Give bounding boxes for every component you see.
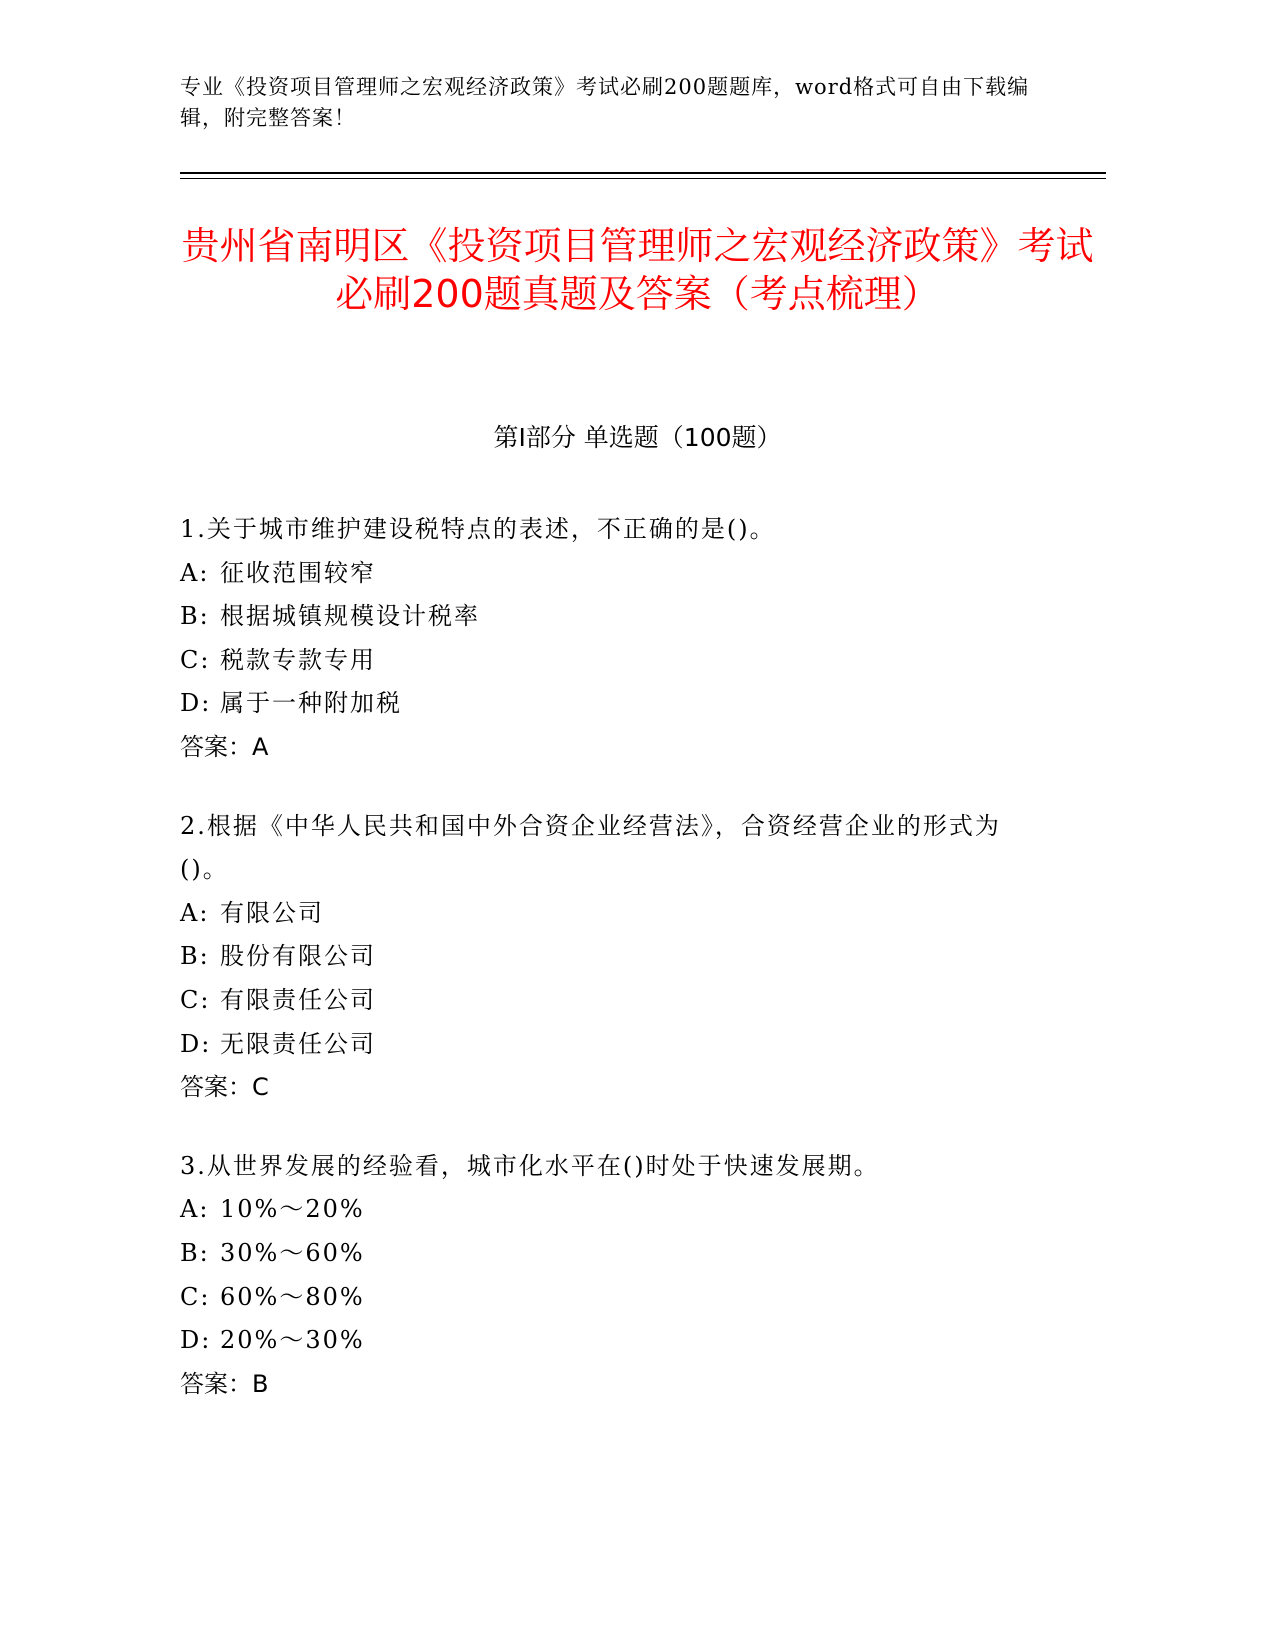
question-1: [180, 508, 1040, 770]
option-key: A:: [180, 898, 210, 927]
option-key: D:: [180, 1326, 212, 1355]
option-key: C:: [180, 1282, 211, 1311]
header-rule-thin: [180, 178, 1106, 179]
question-stem: 1.关于城市维护建设税特点的表述，不正确的是()。: [180, 515, 776, 543]
header-rule-thick: [180, 172, 1106, 174]
option-a: [180, 892, 1040, 936]
option-c: [180, 979, 1040, 1023]
option-c: [180, 1276, 1040, 1320]
question-2: [180, 805, 1040, 1110]
option-a: [180, 1188, 1040, 1232]
option-key: B:: [180, 942, 210, 971]
question-stem: 2.根据《中华人民共和国中外合资企业经营法》，合资经营企业的形式为()。: [180, 811, 1001, 884]
option-d: [180, 682, 1040, 726]
question-list: [180, 508, 1040, 1441]
option-text: 20%～30%: [220, 1326, 365, 1355]
option-text: 有限公司: [220, 898, 324, 927]
option-text: 60%～80%: [220, 1282, 365, 1311]
question-3: [180, 1145, 1040, 1407]
option-text: 股份有限公司: [220, 942, 376, 971]
option-b: [180, 1232, 1040, 1276]
option-text: 有限责任公司: [220, 985, 376, 1014]
option-text: 30%～60%: [220, 1238, 365, 1267]
option-key: C:: [180, 645, 211, 674]
option-b: [180, 935, 1040, 979]
option-text: 10%～20%: [220, 1195, 365, 1224]
option-b: [180, 595, 1040, 639]
header-note: 专业《投资项目管理师之宏观经济政策》考试必刷200题题库，word格式可自由下载编辑，附完整答案！: [180, 75, 1030, 130]
option-key: B:: [180, 1238, 210, 1267]
question-stem: 3.从世界发展的经验看，城市化水平在()时处于快速发展期。: [180, 1151, 880, 1180]
document-title: 贵州省南明区《投资项目管理师之宏观经济政策》考试必刷200题真题及答案（考点梳理）: [181, 224, 1094, 316]
option-text: 税款专款专用: [220, 645, 376, 674]
option-key: D:: [180, 1029, 212, 1058]
option-key: A:: [180, 558, 210, 587]
option-key: B:: [180, 602, 210, 631]
answer: 答案：B: [180, 1369, 269, 1398]
section-title: 第I部分 单选题（100题）: [493, 423, 782, 452]
option-text: 属于一种附加税: [220, 689, 402, 718]
option-key: A:: [180, 1195, 210, 1224]
option-key: D:: [180, 689, 212, 718]
option-text: 征收范围较窄: [220, 558, 376, 587]
option-text: 根据城镇规模设计税率: [220, 602, 480, 631]
option-text: 无限责任公司: [220, 1029, 376, 1058]
option-a: [180, 552, 1040, 596]
answer: 答案：C: [180, 1073, 269, 1102]
answer: 答案：A: [180, 732, 269, 761]
option-d: [180, 1023, 1040, 1067]
option-c: [180, 639, 1040, 683]
option-key: C:: [180, 985, 211, 1014]
option-d: [180, 1319, 1040, 1363]
